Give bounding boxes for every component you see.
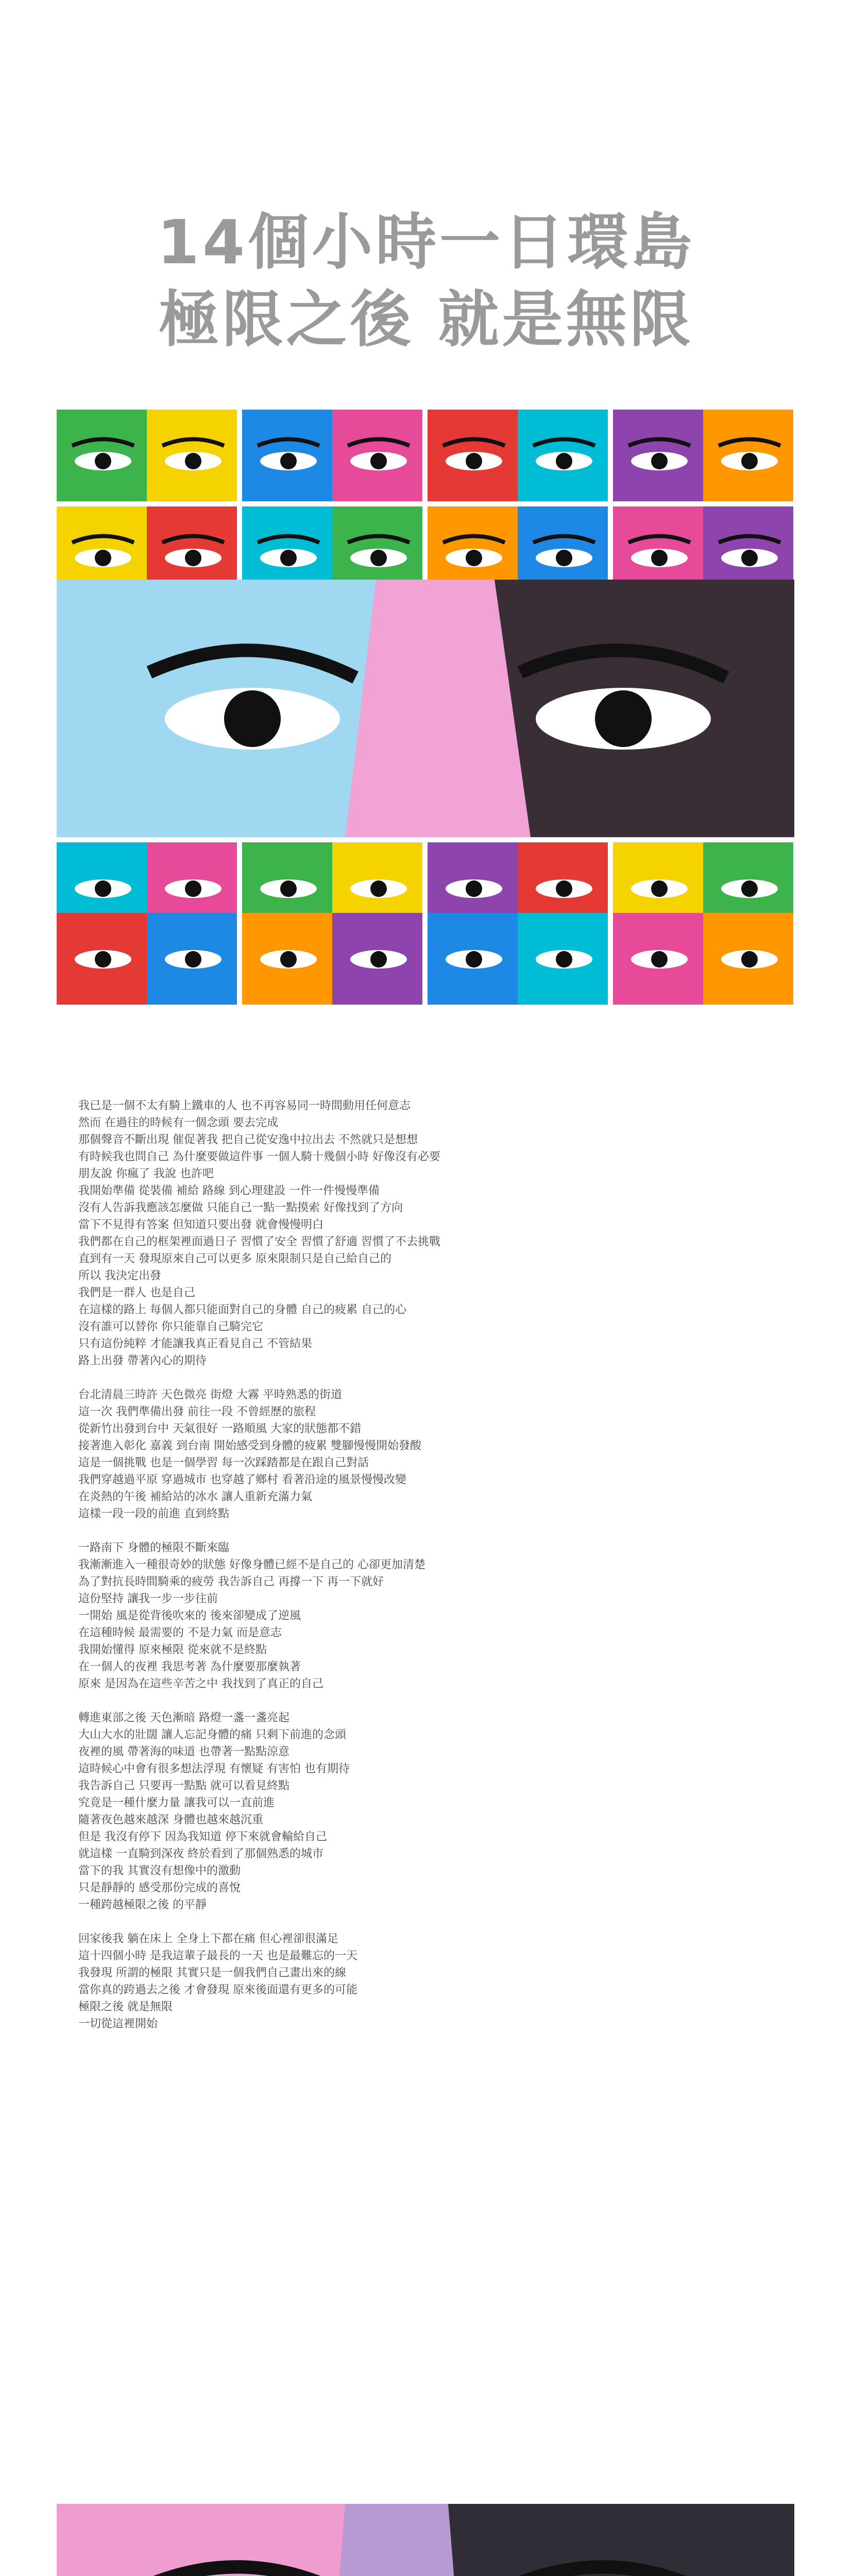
text-line: 從新竹出發到台中 天氣很好 一路順風 大家的狀態都不錯 — [78, 1422, 361, 1435]
text-line: 路上出發 帶著內心的期待 — [78, 1354, 207, 1367]
text-line: 當你真的跨過去之後 才會發現 原來後面還有更多的可能 — [78, 1984, 357, 1996]
paragraph — [78, 1097, 779, 1369]
text-line: 我開始懂得 原來極限 從來就不是終點 — [78, 1643, 267, 1656]
page-title-line1: 14個小時一日環島 — [157, 207, 695, 278]
text-line: 那個聲音不斷出現 催促著我 把自己從安逸中拉出去 不然就只是想想 — [78, 1133, 418, 1146]
text-line: 夜裡的風 帶著海的味道 也帶著一點點涼意 — [78, 1745, 289, 1758]
text-line: 在這種時候 最需要的 不是力氣 而是意志 — [78, 1626, 282, 1639]
text-line: 我已是一個不太有騎上鐵車的人 也不再容易同一時間動用任何意志 — [78, 1099, 411, 1112]
paragraph — [78, 1539, 779, 1692]
eye-tile — [242, 913, 422, 1005]
text-line: 這時候心中會有很多想法浮現 有懷疑 有害怕 也有期待 — [78, 1762, 350, 1775]
text-line: 我們是一群人 也是自己 — [78, 1286, 195, 1299]
text-line: 我開始準備 從裝備 補給 路線 到心理建設 一件一件慢慢準備 — [78, 1184, 380, 1197]
text-line: 在一個人的夜裡 我思考著 為什麼要那麼執著 — [78, 1660, 301, 1673]
text-line: 轉進東部之後 天色漸暗 路燈一盞一盞亮起 — [78, 1711, 289, 1724]
article-body-a — [78, 1097, 779, 2049]
eye-tile — [57, 410, 237, 501]
text-line: 朋友說 你瘋了 我說 也許吧 — [78, 1167, 214, 1180]
text-line: 極限之後 就是無限 — [78, 2001, 173, 2013]
hero-pop-art-image — [57, 410, 794, 1005]
text-line: 沒有誰可以替你 你只能靠自己騎完它 — [78, 1320, 263, 1333]
text-line: 大山大水的壯闊 讓人忘記身體的痛 只剩下前進的念頭 — [78, 1728, 346, 1741]
text-line: 我告訴自己 只要再一點點 就可以看見終點 — [78, 1780, 289, 1792]
eye-tile — [57, 913, 237, 1005]
hero-big-eyes — [57, 580, 794, 837]
text-line: 就這樣 一直騎到深夜 終於看到了那個熟悉的城市 — [78, 1848, 323, 1860]
eye-tile — [428, 410, 608, 501]
text-line: 隨著夜色越來越深 身體也越來越沉重 — [78, 1814, 263, 1826]
text-line: 這十四個小時 是我這輩子最長的一天 也是最難忘的一天 — [78, 1950, 357, 1962]
text-line: 在炎熱的午後 補給站的冰水 讓人重新充滿力氣 — [78, 1490, 312, 1503]
text-line: 接著進入彰化 嘉義 到台南 開始感受到身體的疲累 雙腳慢慢開始發酸 — [78, 1439, 421, 1452]
text-line: 一開始 風是從背後吹來的 後來卻變成了逆風 — [78, 1609, 301, 1622]
text-line: 為了對抗長時間騎乘的疲勞 我告訴自己 再撐一下 再一下就好 — [78, 1575, 384, 1588]
text-line: 當下不見得有答案 但知道只要出發 就會慢慢明白 — [78, 1218, 323, 1231]
text-line: 所以 我決定出發 — [78, 1269, 161, 1282]
eye-tile — [242, 410, 422, 501]
title-block — [0, 204, 852, 358]
text-line: 在這樣的路上 每個人都只能面對自己的身體 自己的疲累 自己的心 — [78, 1303, 406, 1316]
paragraph — [78, 1930, 779, 2032]
text-line: 我們穿越過平原 穿過城市 也穿越了鄉村 看著沿途的風景慢慢改變 — [78, 1473, 406, 1486]
text-line: 我們都在自己的框架裡面過日子 習慣了安全 習慣了舒適 習慣了不去挑戰 — [78, 1235, 440, 1248]
text-line: 一路南下 身體的極限不斷來臨 — [78, 1541, 229, 1554]
text-line: 究竟是一種什麼力量 讓我可以一直前進 — [78, 1797, 275, 1809]
text-line: 一種跨越極限之後 的平靜 — [78, 1899, 207, 1911]
text-line: 沒有人告訴我應該怎麼做 只能自己一點一點摸索 好像找到了方向 — [78, 1201, 403, 1214]
page-title-line2: 極限之後 就是無限 — [158, 284, 694, 355]
eye-tile — [613, 410, 793, 501]
text-line: 當下的我 其實沒有想像中的激動 — [78, 1865, 241, 1877]
eye-tile — [613, 913, 793, 1005]
text-line: 只是靜靜的 感受那份完成的喜悅 — [78, 1882, 241, 1894]
text-line: 但是 我沒有停下 因為我知道 停下來就會輸給自己 — [78, 1831, 327, 1843]
text-line: 然而 在過往的時候有一個念頭 要去完成 — [78, 1116, 278, 1129]
text-line: 這是一個挑戰 也是一個學習 每一次踩踏都是在跟自己對話 — [78, 1456, 369, 1469]
paragraph — [78, 1386, 779, 1522]
text-line: 只有這份純粹 才能讓我真正看見自己 不管結果 — [78, 1337, 312, 1350]
text-line: 我發現 所謂的極限 其實只是一個我們自己畫出來的線 — [78, 1967, 346, 1979]
text-line: 一切從這裡開始 — [78, 2018, 158, 2030]
red-eye-banner-image — [57, 2504, 794, 2576]
text-line: 直到有一天 發現原來自己可以更多 原來限制只是自己給自己的 — [78, 1252, 391, 1265]
text-line: 我漸漸進入一種很奇妙的狀態 好像身體已經不是自己的 心卻更加清楚 — [78, 1558, 425, 1571]
paragraph — [78, 1709, 779, 1913]
text-line: 這樣一段一段的前進 直到終點 — [78, 1507, 229, 1520]
text-line: 台北清晨三時許 天色微亮 街燈 大霧 平時熟悉的街道 — [78, 1388, 342, 1401]
text-line: 這份堅持 讓我一步一步往前 — [78, 1592, 218, 1605]
text-line: 原來 是因為在這些辛苦之中 我找到了真正的自己 — [78, 1677, 323, 1690]
eye-tile — [428, 913, 608, 1005]
text-line: 回家後我 躺在床上 全身上下都在痛 但心裡卻很滿足 — [78, 1933, 338, 1945]
text-line: 有時候我也問自己 為什麼要做這件事 一個人騎十幾個小時 好像沒有必要 — [78, 1150, 440, 1163]
text-line: 這一次 我們準備出發 前往一段 不曾經歷的旅程 — [78, 1405, 316, 1418]
